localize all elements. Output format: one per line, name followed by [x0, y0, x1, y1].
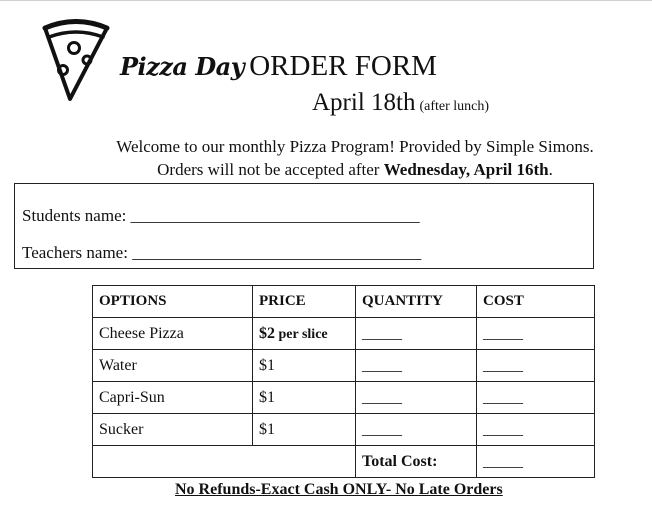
total-cost-label: Total Cost: [356, 446, 477, 478]
total-empty-cell [93, 446, 356, 478]
cost-blank[interactable]: _____ [477, 350, 595, 382]
quantity-blank[interactable]: _____ [356, 350, 477, 382]
page-title [120, 52, 437, 81]
option-cell: Capri-Sun [93, 382, 253, 414]
header-cost: COST [477, 286, 595, 318]
welcome-line-1: Welcome to our monthly Pizza Program! Provided by Simple Simons. [116, 137, 594, 156]
date-note: (after lunch) [419, 99, 490, 114]
title-plain: ORDER FORM [249, 50, 437, 82]
event-date [312, 90, 489, 115]
deadline-prefix: Orders will not be accepted after [157, 160, 384, 179]
deadline-suffix: . [548, 160, 553, 179]
total-row [93, 446, 595, 478]
deadline-date: Wednesday, April 16th [383, 160, 549, 179]
quantity-blank[interactable]: _____ [356, 414, 477, 446]
price-value: $2 [259, 324, 275, 342]
header-quantity: QUANTITY [356, 286, 477, 318]
teacher-name-field[interactable]: Teachers name: __________________________________ [22, 243, 422, 262]
price-cell: $1 [253, 414, 356, 446]
option-cell: Water [93, 350, 253, 382]
price-cell: $1 [253, 382, 356, 414]
table-row [93, 414, 595, 446]
order-table [92, 285, 595, 478]
total-cost-blank[interactable]: _____ [477, 446, 595, 478]
price-unit: per slice [275, 326, 328, 342]
quantity-blank[interactable]: _____ [356, 318, 477, 350]
header-price: PRICE [253, 286, 356, 318]
table-header-row [93, 286, 595, 318]
table-row [93, 382, 595, 414]
student-name-field[interactable]: Students name: __________________________________ [22, 206, 420, 225]
footer-policy: No Refunds-Exact Cash ONLY- No Late Orders [175, 481, 503, 498]
date-main: April 18th [312, 89, 416, 116]
pizza-slice-icon [40, 19, 112, 105]
cost-blank[interactable]: _____ [477, 382, 595, 414]
price-cell: $1 [253, 350, 356, 382]
price-cell [253, 318, 356, 350]
quantity-blank[interactable]: _____ [356, 382, 477, 414]
cost-blank[interactable]: _____ [477, 414, 595, 446]
option-cell: Sucker [93, 414, 253, 446]
title-script: Pizza Day [120, 52, 245, 81]
table-row [93, 318, 595, 350]
table-row [93, 350, 595, 382]
cost-blank[interactable]: _____ [477, 318, 595, 350]
option-cell: Cheese Pizza [93, 318, 253, 350]
header-options: OPTIONS [93, 286, 253, 318]
welcome-line-2 [0, 161, 652, 178]
name-box [14, 183, 594, 269]
top-divider [0, 0, 652, 1]
